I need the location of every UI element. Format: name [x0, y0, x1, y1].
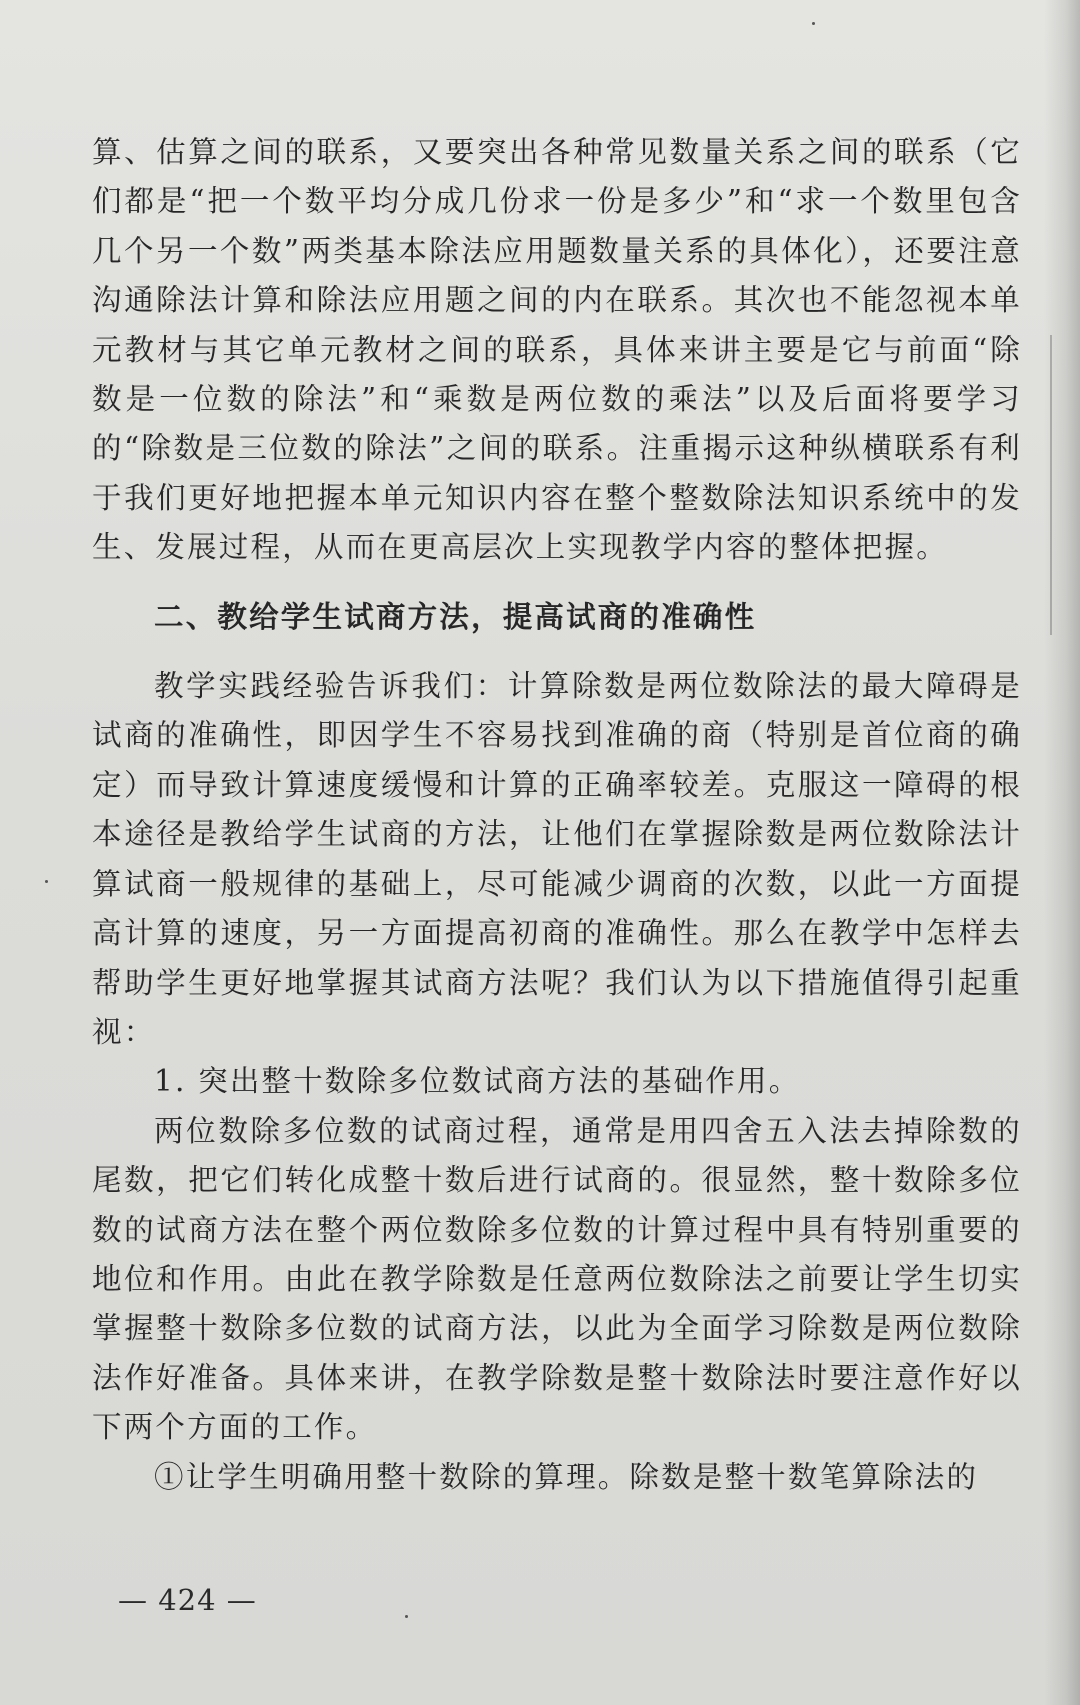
paragraph: 教学实践经验告诉我们：计算除数是两位数除法的最大障碍是试商的准确性，即因学生不容易找到准确的商（特别是首位商的确定）而导致计算速度缓慢和计算的正确率较差。克服这一障碍的根本途径是教给学生试商的方法，让他们在掌握除数是两位数除法计算试商一般规律的基础上，尽可能减少调商的次数，以此一方面提高计算的速度，另一方面提高初商的准确性。那么在教学中怎样去帮助学生更好地掌握其试商方法呢？我们认为以下措施值得引起重视： — [92, 669, 1022, 1049]
section-heading: 二、教给学生试商方法，提高试商的准确性 — [154, 598, 757, 634]
numbered-item: 1. 突出整十数除多位数试商方法的基础作用。 — [154, 1064, 801, 1099]
page-edge-shadow — [1050, 335, 1052, 635]
paragraph-continued: 算、估算之间的联系，又要突出各种常见数量关系之间的联系（它们都是“把一个数平均分成几份求一份是多少”和“求一个数里包含几个另一个数”两类基本除法应用题数量关系的具体化），还要注意沟通除法计算和除法应用题之间的内在联系。其次也不能忽视本单元教材与其它单元教材之间的联系，具体来讲主要是它与前面“除数是一位数的除法”和“乘数是两位数的乘法”以及后面将要学习的“除数是三位数的除法”之间的联系。注重揭示这种纵横联系有利于我们更好地把握本单元知识内容在整个整数除法知识系统中的发生、发展过程，从而在更高层次上实现教学内容的整体把握。 — [92, 135, 1022, 565]
paragraph: ①让学生明确用整十数除的算理。除数是整十数笔算除法的 — [154, 1459, 979, 1494]
dust-speck — [45, 880, 48, 883]
page-text — [92, 128, 1022, 1502]
paragraph: 两位数除多位数的试商过程，通常是用四舍五入法去掉除数的尾数，把它们转化成整十数后进行试商的。很显然，整十数除多位数的试商方法在整个两位数除多位数的计算过程中具有特别重要的地位和作用。由此在教学除数是任意两位数除法之前要让学生切实掌握整十数除多位数的试商方法，以此为全面学习除数是两位数除法作好准备。具体来讲，在教学除数是整十数除法时要注意作好以下两个方面的工作。 — [92, 1113, 1022, 1445]
dust-speck — [405, 1615, 408, 1618]
page-number: — 424 — — [118, 1583, 257, 1617]
dust-speck — [812, 22, 815, 25]
